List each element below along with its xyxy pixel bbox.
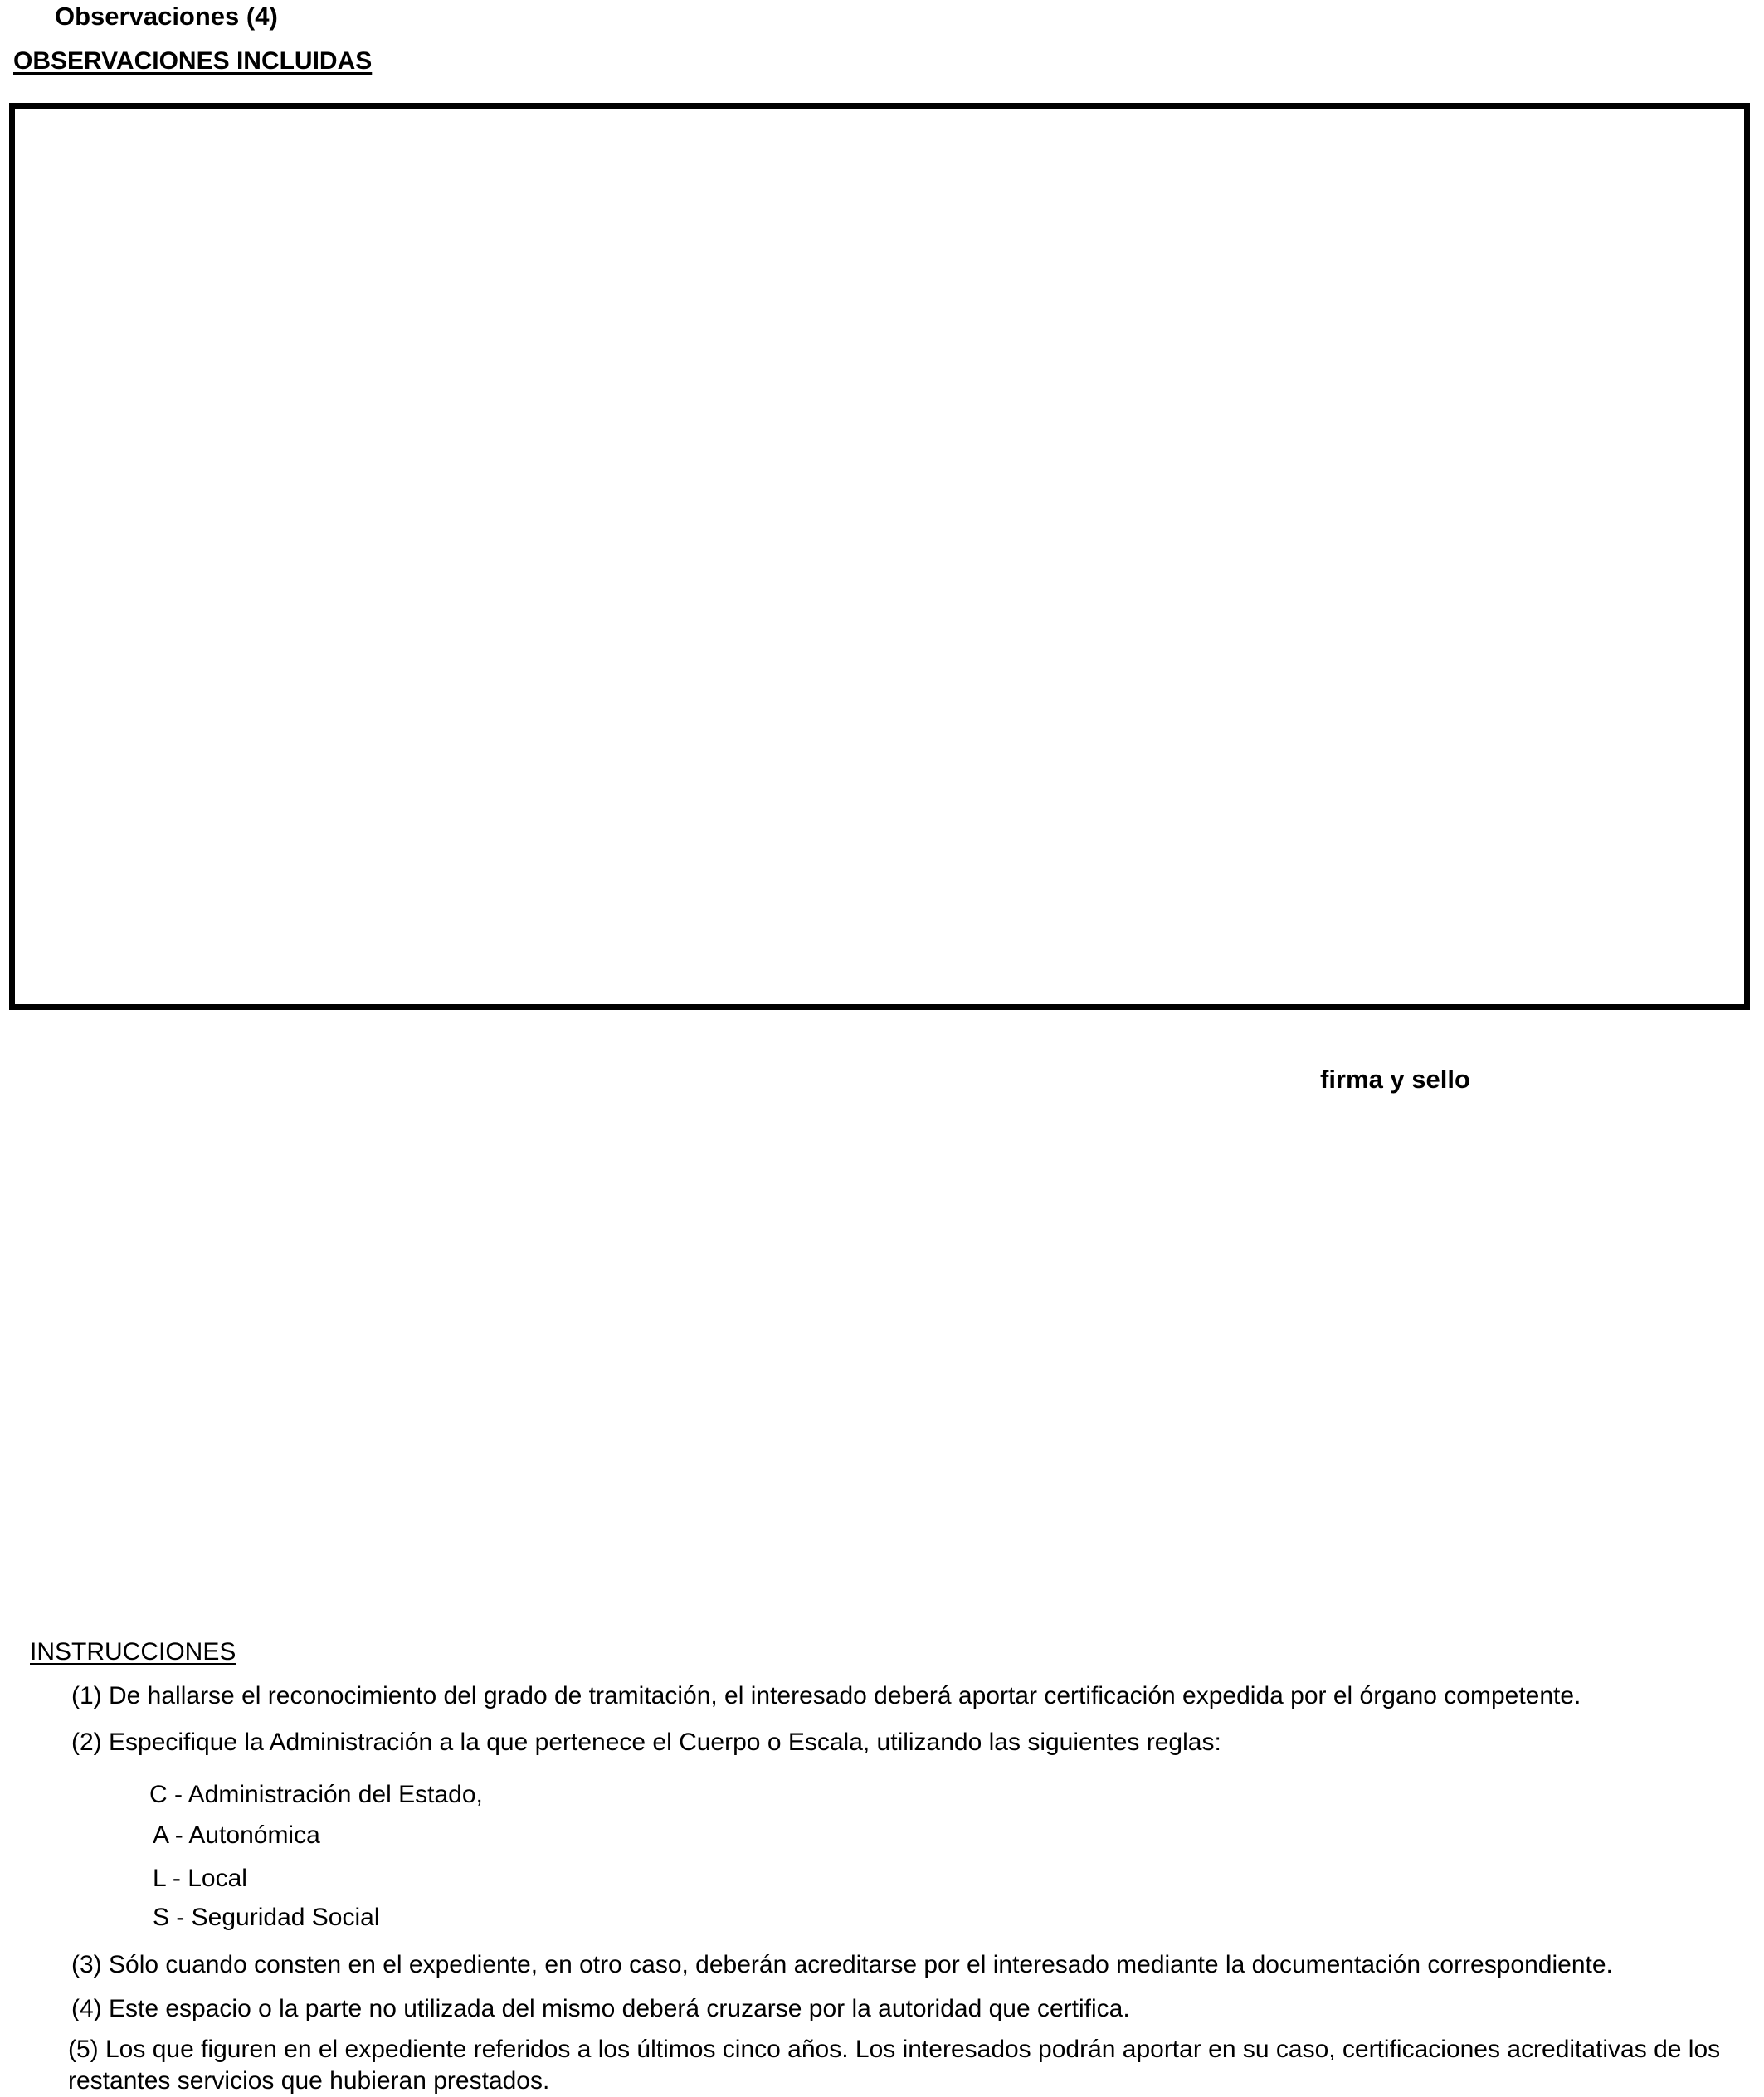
observations-box[interactable] bbox=[9, 103, 1750, 1010]
observations-included-heading: OBSERVACIONES INCLUIDAS bbox=[13, 47, 373, 75]
observations-title: Observaciones (4) bbox=[55, 2, 278, 31]
signature-label: firma y sello bbox=[1320, 1065, 1470, 1094]
instructions-heading: INSTRUCCIONES bbox=[30, 1638, 236, 1665]
instruction-item-4: (4) Este espacio o la parte no utilizada del mismo deberá cruzarse por la autoridad que certifica. bbox=[71, 1995, 1130, 2022]
rule-item-c: C - Administración del Estado, bbox=[149, 1781, 483, 1808]
rule-item-s: S - Seguridad Social bbox=[153, 1904, 380, 1931]
instruction-item-5: (5) Los que figuren en el expediente referidos a los últimos cinco años. Los interesados podrán aportar en su caso, certificaciones acreditativas de los restantes servicios que hubieran prestados. bbox=[68, 2036, 1721, 2095]
rule-item-a: A - Autonómica bbox=[153, 1821, 320, 1849]
instruction-item-2: (2) Especifique la Administración a la que pertenece el Cuerpo o Escala, utilizando las siguientes reglas: bbox=[71, 1729, 1221, 1756]
instruction-item-1: (1) De hallarse el reconocimiento del grado de tramitación, el interesado deberá aportar certificación expedida por el órgano competente. bbox=[71, 1682, 1581, 1709]
instruction-item-3: (3) Sólo cuando consten en el expediente, en otro caso, deberán acreditarse por el interesado mediante la documentación correspondiente. bbox=[71, 1951, 1613, 1978]
rule-item-l: L - Local bbox=[153, 1865, 247, 1892]
